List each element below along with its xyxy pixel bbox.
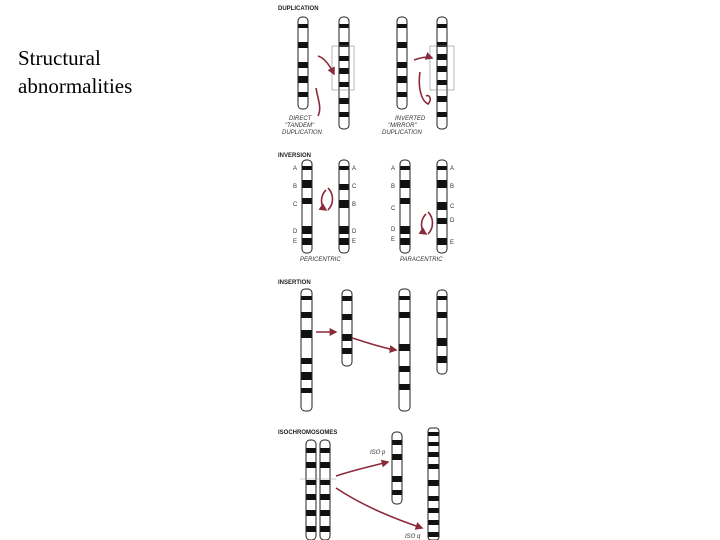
inv-para-inverted-chromosome [437,160,447,253]
peri-rotation-arrow-right [328,188,333,210]
dup-normal-chromosome [298,17,308,109]
dup-inverted-normal-chromosome [397,17,407,109]
inversion-heading: INVERSION [278,153,312,159]
caption-inverted-2: "MIRROR" [388,123,417,129]
ins-segment-chromosome [342,290,352,366]
peri-right-label: C [352,184,357,190]
para-left-label: B [391,184,396,190]
caption-direct-2: "TANDEM" [285,123,315,129]
inv-para-labels-right [450,166,455,246]
peri-left-label: C [293,202,298,208]
dup-inverted-loop [419,72,430,104]
iso-parent-chromatid-right [320,440,330,540]
ins-result-chromosome [437,290,447,374]
caption-paracentric: PARACENTRIC [400,257,443,263]
dup-direct-arrow [318,56,334,74]
peri-left-label: D [293,229,298,235]
inv-para-labels-left [391,166,396,243]
insertion-heading: INSERTION [278,280,311,286]
para-right-label: A [450,166,455,172]
para-right-label: C [450,204,455,210]
para-rotation-arrow-left [422,214,427,234]
dup-inverted-arrow [414,57,432,60]
para-right-label: E [450,240,455,246]
peri-right-label: E [352,239,357,245]
para-left-label: D [391,227,396,233]
peri-left-label: A [293,166,298,172]
inv-para-normal-chromosome [400,160,410,253]
title-line-2: abnormalities [18,74,133,98]
ins-recipient-chromosome [399,289,410,411]
iso-p-arrow [336,462,388,476]
ins-donor-chromosome [301,289,312,411]
para-left-label: E [391,237,396,243]
peri-rotation-arrow-left [322,190,327,210]
para-right-label: B [450,184,455,190]
iso-q-chromosome [428,428,439,540]
peri-left-label: B [293,184,298,190]
isochromosomes-heading: ISOCHROMOSOMES [278,430,338,436]
dup-direct-curve [316,88,320,116]
caption-direct-3: DUPLICATION [282,130,322,136]
title-line-1: Structural [18,46,101,70]
para-left-label: A [391,166,396,172]
para-rotation-arrow-right [428,212,433,234]
ins-insert-arrow [352,338,396,350]
dup-direct-chromosome [339,17,349,129]
caption-inverted-1: INVERTED [395,116,426,122]
para-left-label: C [391,206,396,212]
peri-right-label: A [352,166,357,172]
inv-peri-normal-chromosome [302,160,312,253]
inv-peri-labels-left [293,166,298,245]
caption-inverted-3: DUPLICATION [382,130,422,136]
caption-iso-q: ISO q [405,534,421,540]
caption-iso-p: ISO p [370,450,386,456]
iso-p-chromosome [392,432,402,504]
dup-inverted-chromosome [437,17,447,129]
peri-right-label: B [352,202,357,208]
iso-q-arrow [336,488,422,528]
peri-left-label: E [293,239,298,245]
inv-peri-inverted-chromosome [339,160,349,253]
caption-direct-1: DIRECT [289,116,312,122]
duplication-heading: DUPLICATION [278,6,319,12]
caption-pericentric: PERICENTRIC [300,257,341,263]
inv-peri-labels-right [352,166,357,245]
peri-right-label: D [352,229,357,235]
para-right-label: D [450,218,455,224]
iso-parent-chromatid-left [306,440,316,540]
